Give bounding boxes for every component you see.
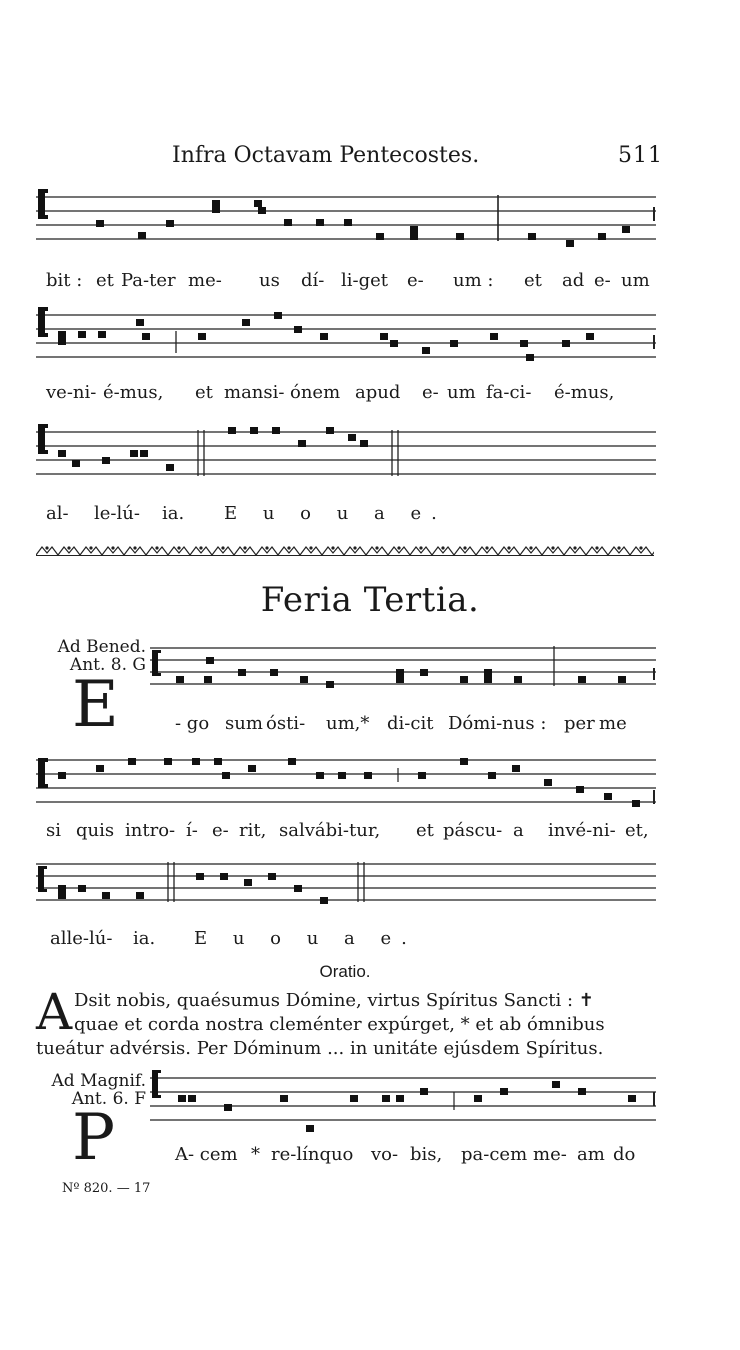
page-number: 511 [618, 143, 663, 168]
lyric-syllable: et, [625, 820, 649, 841]
lyric-syllable: um : [453, 270, 494, 291]
lyric-syllable: salvábi-tur, [279, 820, 381, 841]
oratio-initial: A [36, 983, 73, 1041]
lyric-syllable: A- cem [175, 1144, 238, 1165]
lyric-syllable: quis [76, 820, 115, 841]
lyric-syllable: me- [533, 1144, 567, 1165]
lyric-syllable: bis, [410, 1144, 443, 1165]
lyric-syllable: é-mus, [554, 382, 615, 403]
section-title: Feria Tertia. [260, 580, 480, 620]
lyric-syllable: ia. [162, 503, 185, 524]
lyric-syllable: per [564, 713, 595, 734]
lyric-syllable: e- [422, 382, 439, 403]
benedictus-staff-2 [36, 748, 656, 818]
benedictus-staff-3 [36, 856, 656, 916]
lyric-syllable: ad [562, 270, 585, 291]
lyric-syllable: bit : [46, 270, 83, 291]
lyric-syllable: apud [355, 382, 401, 403]
lyric-syllable: us [259, 270, 280, 291]
oratio-heading: Oratio. [319, 962, 371, 981]
lyric-syllable: * [251, 1144, 260, 1165]
lyric-syllable: me [599, 713, 627, 734]
lyric-syllable: í- [186, 820, 198, 841]
euouae-text: E u o u a e. [194, 928, 417, 949]
lyric-syllable: et [195, 382, 213, 403]
lyric-syllable: e- [594, 270, 611, 291]
lyric-syllable: do [613, 1144, 636, 1165]
lyric-syllable: si [46, 820, 61, 841]
lyric-syllable: Pa-ter [121, 270, 176, 291]
lyric-syllable: re-línquo [271, 1144, 354, 1165]
lyric-syllable: um [621, 270, 650, 291]
lyric-syllable: invé-ni- [548, 820, 616, 841]
rubric-line: Ant. 8. G [69, 655, 146, 675]
printer-signature: Nº 820. — 17 [62, 1181, 151, 1196]
oratio-text-line: tueátur advérsis. Per Dóminum ... in unitáte ejúsdem Spíritus. [36, 1038, 604, 1059]
lyric-syllable: - go [175, 713, 210, 734]
lyric-syllable: páscu- [443, 820, 503, 841]
lyric-syllable: a [513, 820, 524, 841]
lyric-syllable: é-mus, [103, 382, 164, 403]
lyric-syllable: alle-lú- [50, 928, 113, 949]
lyric-syllable: et [416, 820, 434, 841]
magnificat-staff-1 [150, 1066, 656, 1136]
rubric-line: Ad Bened. [57, 637, 146, 657]
lyric-syllable: et [524, 270, 542, 291]
lyric-syllable: mansi- [224, 382, 285, 403]
lyric-syllable: di-cit [387, 713, 434, 734]
lyric-syllable: ia. [133, 928, 156, 949]
lyric-syllable: am [577, 1144, 605, 1165]
oratio-text-line: Dsit nobis, quaésumus Dómine, virtus Spíritus Sancti : ✝ [74, 990, 594, 1011]
lyric-syllable: li-get [341, 270, 389, 291]
lyric-syllable: et [96, 270, 114, 291]
drop-cap-initial: E [72, 668, 119, 742]
running-title: Infra Octavam Pentecostes. [172, 143, 480, 168]
lyric-syllable: al- [46, 503, 69, 524]
drop-cap-initial: P [72, 1101, 116, 1175]
lyric-syllable: ve-ni- [46, 382, 97, 403]
lyric-syllable: um,* [326, 713, 370, 734]
lyric-syllable: ósti- [266, 713, 306, 734]
lyric-syllable: Dómi-nus : [448, 713, 547, 734]
chant-staff-2 [36, 303, 656, 373]
euouae-text: E u o u a e. [224, 503, 447, 524]
lyric-syllable: rit, [239, 820, 267, 841]
lyric-syllable: me- [188, 270, 222, 291]
rubric-line: Ant. 6. F [71, 1089, 146, 1109]
lyric-syllable: sum [225, 713, 263, 734]
chant-staff-3 [36, 420, 656, 490]
oratio-text-line: quae et corda nostra cleménter expúrget, * et ab ómnibus [74, 1014, 605, 1035]
ornamental-divider [36, 542, 654, 556]
rubric-line: Ad Magnif. [51, 1071, 146, 1091]
lyric-syllable: intro- [125, 820, 176, 841]
chant-staff-1 [36, 185, 656, 255]
benedictus-staff-1 [150, 640, 656, 700]
lyric-syllable: e- [407, 270, 424, 291]
lyric-syllable: um [447, 382, 476, 403]
lyric-syllable: le-lú- [94, 503, 140, 524]
lyric-syllable: vo- [371, 1144, 399, 1165]
lyric-syllable: fa-ci- [486, 382, 532, 403]
lyric-syllable: e- [212, 820, 229, 841]
lyric-syllable: ónem [290, 382, 341, 403]
lyric-syllable: dí- [301, 270, 325, 291]
lyric-syllable: pa-cem [461, 1144, 528, 1165]
